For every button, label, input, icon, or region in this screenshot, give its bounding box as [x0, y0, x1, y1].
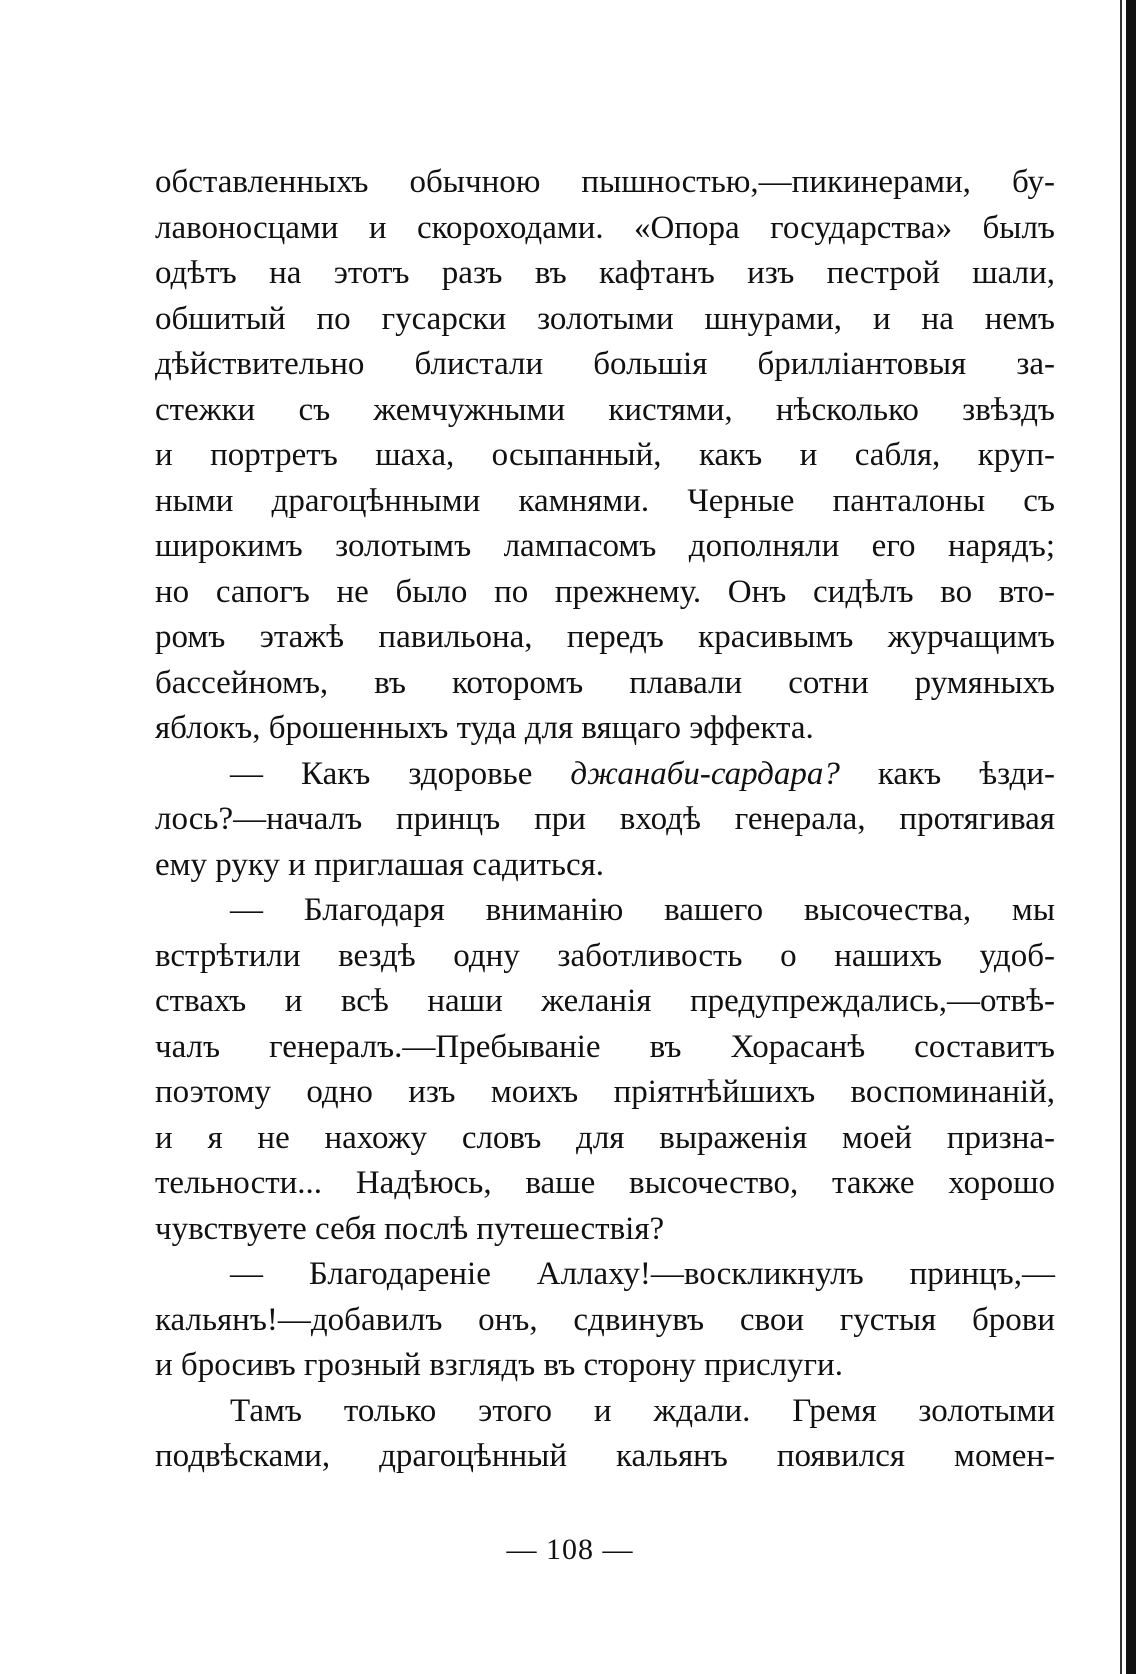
text-line: — Благодареніе Аллаху!—воскликнулъ принцъ,—: [230, 1256, 1055, 1292]
text-line: поэтому одно изъ моихъ пріятнѣйшихъ воспоминаній,: [155, 1074, 1055, 1110]
text-line: и бросивъ грозный взглядъ въ сторону прислуги.: [155, 1347, 843, 1383]
text-line: но сапогъ не было по прежнему. Онъ сидѣлъ во вто-: [155, 573, 1055, 610]
text-line: подвѣсками, драгоцѣнный кальянъ появился момен-: [155, 1438, 1055, 1474]
page-edge-shadow: [1126, 0, 1136, 1674]
dialogue-text: какъ ѣзди-: [839, 755, 1055, 792]
text-line: ствахъ и всѣ наши желанія предупреждались,—отвѣ-: [155, 983, 1055, 1019]
text-line: ему руку и приглашая садиться.: [155, 846, 605, 883]
text-line: и я не нахожу словъ для выраженія моей призна-: [155, 1119, 1055, 1156]
text-line: чалъ генералъ.—Пребываніе въ Хорасанѣ составитъ: [155, 1028, 1055, 1065]
text-line: кальянъ!—добавилъ онъ, сдвинувъ свои густыя брови: [155, 1301, 1055, 1338]
text-line: ными драгоцѣнными камнями. Черные панталоны съ: [155, 482, 1055, 519]
text-line: тельности... Надѣюсь, ваше высочество, также хорошо: [155, 1165, 1055, 1201]
text-line: стежки съ жемчужными кистями, нѣсколько звѣздъ: [155, 391, 1055, 428]
text-line: обшитый по гусарски золотыми шнурами, и на немъ: [155, 300, 1055, 337]
text-line: лавоносцами и скороходами. «Опора государства» былъ: [155, 209, 1055, 246]
text-line-dialogue: [155, 752, 1055, 798]
text-line: лось?—началъ принцъ при входѣ генерала, протягивая: [155, 801, 1055, 837]
page-edge-line: [1120, 0, 1122, 1674]
text-line: яблокъ, брошенныхъ туда для вящаго эффекта.: [155, 710, 814, 746]
text-line: чувствуете себя послѣ путешествія?: [155, 1210, 665, 1247]
text-line: одѣтъ на этотъ разъ въ кафтанъ изъ пестрой шали,: [155, 255, 1055, 291]
body-text: [155, 160, 1055, 1480]
page-number: — 108 —: [506, 1533, 634, 1566]
text-line: ромъ этажѣ павильона, передъ красивымъ журчащимъ: [155, 619, 1055, 655]
text-line: и портретъ шаха, осыпанный, какъ и сабля, круп-: [155, 437, 1055, 473]
text-line: дѣйствительно блистали большія бриллiантовыя за-: [155, 346, 1055, 382]
text-line: Тамъ только этого и ждали. Гремя золотыми: [230, 1392, 1055, 1429]
text-line: широкимъ золотымъ лампасомъ дополняли его нарядъ;: [155, 528, 1055, 564]
dialogue-text: — Какъ здоровье: [230, 755, 571, 792]
text-line: встрѣтили вездѣ одну заботливость о нашихъ удоб-: [155, 937, 1055, 974]
text-line: — Благодаря вниманiю вашего высочества, мы: [230, 892, 1055, 928]
text-line: бассейномъ, въ которомъ плавали сотни румяныхъ: [155, 664, 1055, 701]
italic-term: джанаби-сардара?: [570, 755, 840, 792]
text-line: обставленныхъ обычною пышностью,—пикинерами, бу-: [155, 164, 1055, 200]
